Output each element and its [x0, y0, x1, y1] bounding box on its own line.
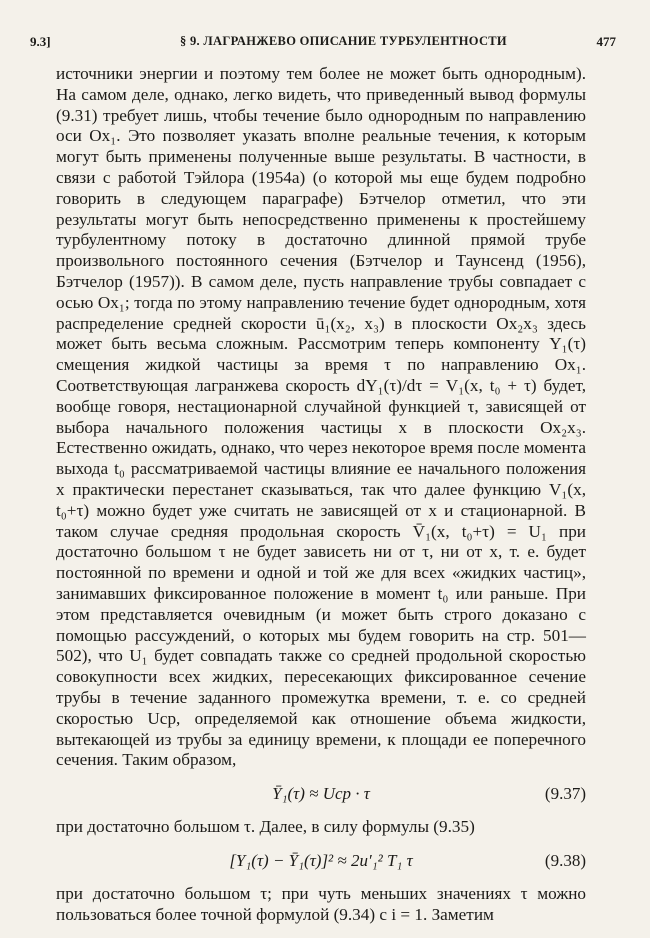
body-paragraph: источники энергии и поэтому тем более не может быть однородным). На самом деле, однако, легко видеть, что приведенный вывод формулы (9.31) требует лишь, чтобы течение было однородным по направлению оси Ox₁. Это позволяет указать вполне реальные течения, к которым могут быть применены полученные выше результаты. В частности, в связи с работой Тэйлора (1954а) (о которой мы еще будем подробно говорить в следующем параграфе) Бэтчелор отметил, что эти результаты могут быть непосредственно применены к простейшему турбулентному потоку в достаточно длинной прямой трубе произвольного постоянного сечения (Бэтчелор и Таунсенд (1956), Бэтчелор (1957)). В самом деле, пусть направление трубы совпадает с осью Ox₁; тогда по этому направлению течение будет однородным, хотя распределение средней скорости ū₁(x₂, x₃) в плоскости Ox₂x₃ здесь может быть весьма сложным. Рассмотрим теперь компоненту Y₁(τ) смещения жидкой частицы за время τ по направлению Ox₁. Соответствующая лагранжева скорость dY₁(τ)/dτ = V₁(x, t₀ + τ) будет, вообще говоря, нестационарной случайной функцией τ, зависящей от выбора начального положения частицы x в плоскости Ox₂x₃. Естественно ожидать, однако, что через некоторое время после момента выхода t₀ рассматриваемой частицы влияние ее начального положения x практически перестанет сказываться, так что далее функцию V₁(x, t₀+τ) можно будет уже считать не зависящей от x и стационарной. В таком случае средняя продольная скорость V̄₁(x, t₀+τ) = U₁ при достаточно большом τ не будет зависеть ни от τ, ни от x, т. е. будет постоянной по времени и одной и той же для всех «жидких частиц», занимавших фиксированное положение в момент t₀ или раньше. При этом представляется очевидным (и может быть строго доказано с помощью рассуждений, о которых мы будем говорить на стр. 501—502), что U₁ будет совпадать также со средней продольной скоростью совокупности всех жидких, пересекающих фиксированное сечение трубы в течение заданного промежутка времени, т. е. со средней скоростью Uср, определяемой как отношение объема жидкости, вытекающей из трубы за единицу времени, к площади ее поперечного сечения. Таким образом,	[56, 64, 586, 770]
equation-number: (9.37)	[544, 784, 586, 804]
body-paragraph: при достаточно большом τ. Далее, в силу формулы (9.35)	[56, 817, 475, 837]
page-body	[56, 64, 586, 925]
running-header	[30, 30, 616, 52]
chapter-title: § 9. ЛАГРАНЖЕВО ОПИСАНИЕ ТУРБУЛЕНТНОСТИ	[180, 34, 507, 48]
equation-formula: Ȳ₁(τ) ≈ Uср · τ	[272, 784, 370, 804]
body-paragraph: при достаточно большом τ; при чуть меньших значениях τ можно пользоваться более точной формулой (9.34) с i = 1. Заметим	[56, 883, 586, 924]
equation-9-37	[56, 779, 586, 813]
page-number: 477	[596, 34, 616, 49]
section-number: 9.3]	[30, 34, 51, 49]
equation-number: (9.38)	[544, 850, 586, 870]
equation-9-38	[56, 846, 586, 880]
equation-formula: [Y₁(τ) − Ȳ₁(τ)]² ≈ 2u′₁² T₁ τ	[229, 850, 413, 870]
